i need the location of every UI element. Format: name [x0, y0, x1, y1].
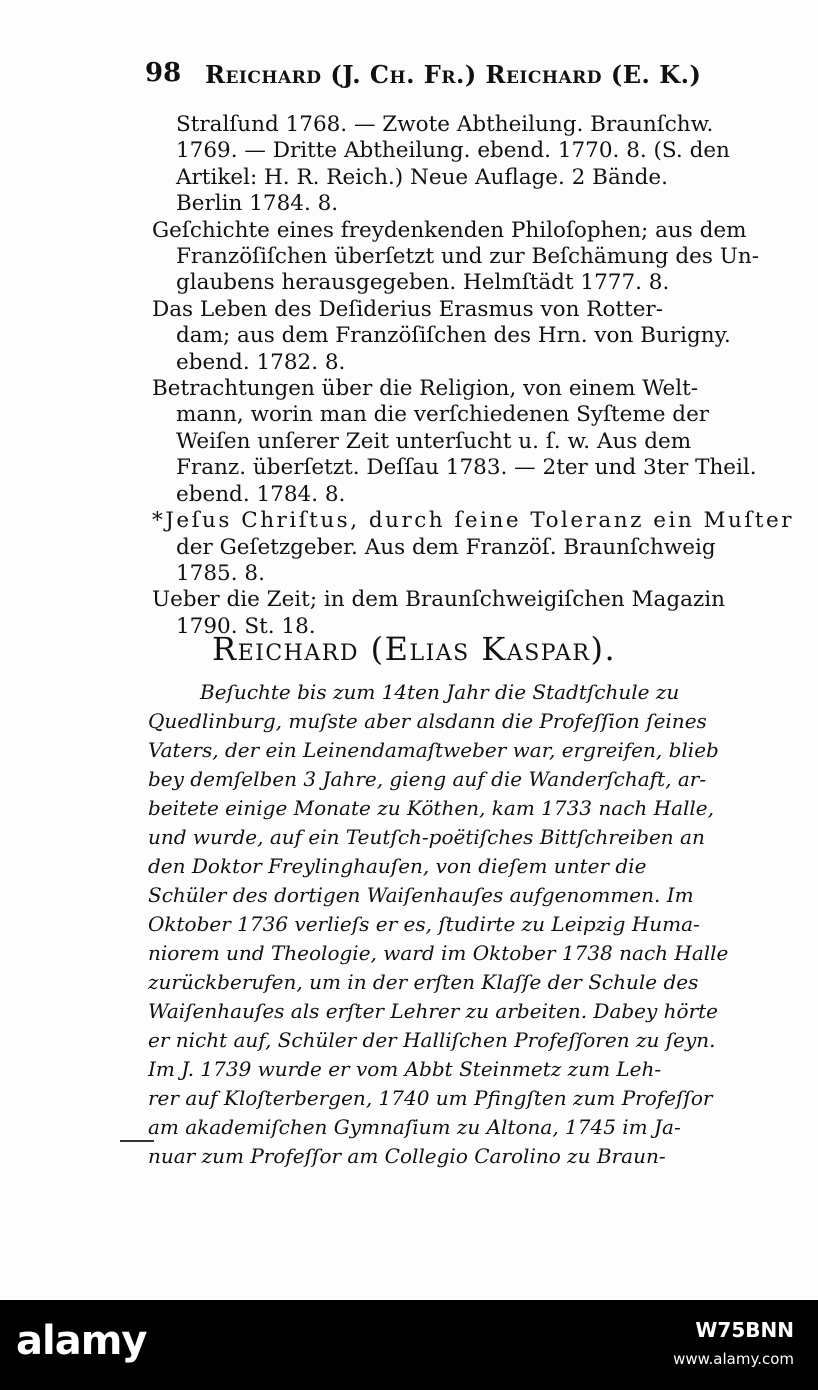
page-number: 98 [145, 58, 182, 88]
watermark-bar [0, 1300, 818, 1390]
entry-betrachtungen [140, 376, 757, 508]
text-line: 1790. St. 18. [176, 613, 316, 639]
bibliography-list [140, 112, 794, 640]
text-line: Waiſenhauſes als erſter Lehrer zu arbeiten. Dabey hörte [148, 999, 719, 1023]
text-line: er nicht auf, Schüler der Halliſchen Profeſſoren zu ſeyn. [148, 1028, 716, 1052]
image-id: W75BNN [695, 1318, 794, 1342]
biography-paragraph [148, 678, 748, 1171]
entry-stralsund [140, 112, 740, 218]
text-line: *Jeſus Chriſtus, durch ſeine Toleranz ein Muſter [152, 508, 794, 534]
text-line: Schüler des dortigen Waiſenhauſes aufgenommen. Im [148, 883, 694, 907]
text-line: ebend. 1782. 8. [176, 349, 346, 375]
entry-jesus [140, 508, 794, 587]
text-line: Artikel: H. R. Reich.) Neue Auflage. 2 Bände. [176, 164, 668, 190]
text-line: Betrachtungen über die Religion, von einem Welt- [152, 376, 699, 402]
text-line: Stralſund 1768. — Zwote Abtheilung. Braunſchw. [176, 112, 714, 137]
page-header [145, 58, 705, 90]
text-line: 1785. 8. [176, 560, 265, 586]
entry-erasmus [140, 297, 740, 376]
text-line: glaubens herausgegeben. Helmſtädt 1777. 8. [176, 270, 670, 296]
text-line: Vaters, der ein Leinendamaſtweber war, ergreifen, blieb [148, 738, 719, 762]
text-line: den Doktor Freylinghauſen, von dieſem unter die [148, 854, 647, 878]
alamy-logo: alamy [16, 1318, 147, 1364]
source-url: www.alamy.com [673, 1350, 794, 1368]
text-line: Geſchichte eines freydenkenden Philoſophen; aus dem [152, 217, 747, 243]
text-line: Oktober 1736 verlieſs er es, ſtudirte zu Leipzig Huma- [148, 912, 700, 936]
margin-mark [120, 1140, 154, 1142]
running-title: Reichard (J. Ch. Fr.) Reichard (E. K.) [205, 60, 702, 89]
text-line: 1769. — Dritte Abtheilung. ebend. 1770. 8. (S. den [176, 138, 730, 164]
entry-geschichte [140, 217, 759, 297]
text-line: nuar zum Profeſſor am Collegio Carolino zu Braun- [148, 1144, 666, 1168]
text-line: zurückberufen, um in der erſten Klaſſe der Schule des [148, 970, 699, 994]
text-line: Ueber die Zeit; in dem Braunſchweigiſchen Magazin [152, 587, 725, 613]
text-line: mann, worin man die verſchiedenen Syſteme der [176, 402, 710, 428]
text-line: am akademiſchen Gymnaſium zu Altona, 1745 im Ja- [148, 1115, 681, 1139]
text-line: der Geſetzgeber. Aus dem Franzöſ. Braunſchweig [176, 534, 716, 560]
text-line: Franzöſiſchen überſetzt und zur Beſchämung des Un- [176, 244, 759, 270]
text-line: Quedlinburg, muſste aber alsdann die Profeſſion ſeines [148, 709, 707, 733]
text-line: beitete einige Monate zu Köthen, kam 1733 nach Halle, [148, 796, 714, 820]
text-line: dam; aus dem Franzöſiſchen des Hrn. von Burigny. [176, 323, 731, 349]
text-line: Das Leben des Deſiderius Erasmus von Rotter- [152, 296, 663, 322]
text-line: bey demſelben 3 Jahre, gieng auf die Wanderſchaft, ar- [148, 767, 707, 791]
text-line: Im J. 1739 wurde er vom Abbt Steinmetz zum Leh- [148, 1057, 662, 1081]
text-line: und wurde, auf ein Teutſch-poëtiſches Bittſchreiben an [148, 825, 705, 849]
text-line: niorem und Theologie, ward im Oktober 1738 nach Halle [148, 941, 729, 965]
text-line: Beſuchte bis zum 14ten Jahr die Stadtſchule zu [200, 680, 680, 704]
text-line: rer auf Kloſterbergen, 1740 um Pfingſten zum Profeſſor [148, 1086, 713, 1110]
text-line: ebend. 1784. 8. [176, 481, 346, 507]
section-heading: Reichard (Elias Kaspar). [212, 630, 617, 668]
text-line: Berlin 1784. 8. [176, 191, 339, 217]
text-line: Franz. überſetzt. Deſſau 1783. — 2ter und 3ter Theil. [176, 455, 757, 481]
text-line: Weiſen unſerer Zeit unterſucht u. ſ. w. Aus dem [176, 428, 692, 454]
